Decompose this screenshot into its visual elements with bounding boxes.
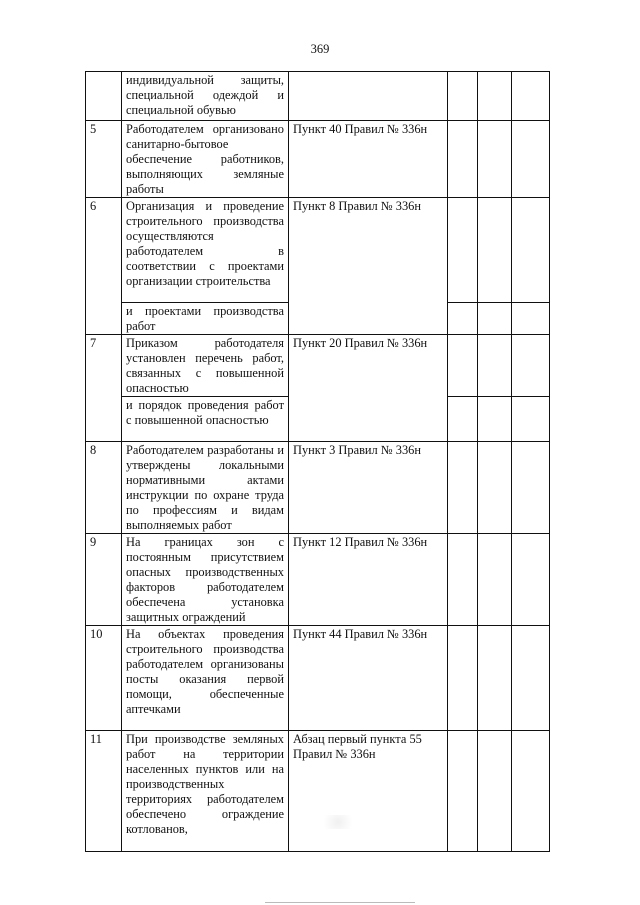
answer-no-cell — [478, 72, 512, 121]
requirement-text: и проектами производства работ — [122, 303, 289, 335]
answer-yes-cell — [448, 534, 478, 626]
row-number: 8 — [86, 442, 122, 534]
legal-reference: Пункт 40 Правил № 336н — [289, 121, 448, 198]
answer-no-cell — [478, 397, 512, 442]
requirement-text: Организация и проведение строительного производства осуществляются работодателем в соответствии с проектами организации строительства — [122, 198, 289, 303]
row-number: 10 — [86, 626, 122, 731]
requirement-text: На границах зон с постоянным присутствием опасных производственных факторов работодателем обеспечена установка защитных ограждений — [122, 534, 289, 626]
table-row — [86, 72, 550, 121]
answer-na-cell — [512, 335, 550, 397]
legal-reference: Пункт 44 Правил № 336н — [289, 626, 448, 731]
answer-no-cell — [478, 198, 512, 303]
table-row — [86, 335, 550, 397]
answer-no-cell — [478, 442, 512, 534]
table-row — [86, 121, 550, 198]
answer-na-cell — [512, 198, 550, 303]
scan-edge-line — [265, 902, 415, 903]
answer-yes-cell — [448, 303, 478, 335]
answer-yes-cell — [448, 198, 478, 303]
row-number: 9 — [86, 534, 122, 626]
answer-no-cell — [478, 731, 512, 852]
row-number — [86, 72, 122, 121]
table-row — [86, 534, 550, 626]
table-row — [86, 731, 550, 852]
answer-no-cell — [478, 121, 512, 198]
answer-yes-cell — [448, 397, 478, 442]
answer-yes-cell — [448, 72, 478, 121]
answer-na-cell — [512, 534, 550, 626]
requirement-text: При производстве земляных работ на территории населенных пунктов или на производственных территориях работодателем обеспечено ограждение котлованов, — [122, 731, 289, 852]
requirement-text: и порядок проведения работ с повышенной опасностью — [122, 397, 289, 442]
answer-na-cell — [512, 626, 550, 731]
requirement-text: Работодателем организовано санитарно-бытовое обеспечение работников, выполняющих земляные работы — [122, 121, 289, 198]
answer-na-cell — [512, 303, 550, 335]
scan-smudge — [318, 815, 358, 829]
legal-reference: Пункт 12 Правил № 336н — [289, 534, 448, 626]
answer-na-cell — [512, 121, 550, 198]
answer-na-cell — [512, 397, 550, 442]
checklist-table — [85, 71, 550, 852]
requirement-text: Работодателем разработаны и утверждены локальными нормативными актами инструкции по охране труда по профессиям и видам выполняемых работ — [122, 442, 289, 534]
requirement-text: индивидуальной защиты, специальной одеждой и специальной обувью — [122, 72, 289, 121]
answer-no-cell — [478, 303, 512, 335]
answer-no-cell — [478, 335, 512, 397]
table-row — [86, 626, 550, 731]
row-number: 11 — [86, 731, 122, 852]
answer-na-cell — [512, 731, 550, 852]
table-row — [86, 442, 550, 534]
answer-yes-cell — [448, 121, 478, 198]
answer-yes-cell — [448, 335, 478, 397]
requirement-text: На объектах проведения строительного производства работодателем организованы посты оказания первой помощи, обеспеченные аптечками — [122, 626, 289, 731]
answer-yes-cell — [448, 731, 478, 852]
legal-reference: Пункт 8 Правил № 336н — [289, 198, 448, 335]
page-number: 369 — [310, 42, 330, 56]
answer-no-cell — [478, 534, 512, 626]
row-number: 5 — [86, 121, 122, 198]
answer-yes-cell — [448, 442, 478, 534]
answer-no-cell — [478, 626, 512, 731]
answer-na-cell — [512, 72, 550, 121]
legal-reference: Абзац первый пункта 55 Правил № 336н — [289, 731, 448, 852]
legal-reference: Пункт 3 Правил № 336н — [289, 442, 448, 534]
table-row — [86, 198, 550, 303]
row-number: 7 — [86, 335, 122, 442]
requirement-text: Приказом работодателя установлен перечень работ, связанных с повышенной опасностью — [122, 335, 289, 397]
answer-yes-cell — [448, 626, 478, 731]
answer-na-cell — [512, 442, 550, 534]
legal-reference — [289, 72, 448, 121]
row-number: 6 — [86, 198, 122, 335]
legal-reference: Пункт 20 Правил № 336н — [289, 335, 448, 442]
